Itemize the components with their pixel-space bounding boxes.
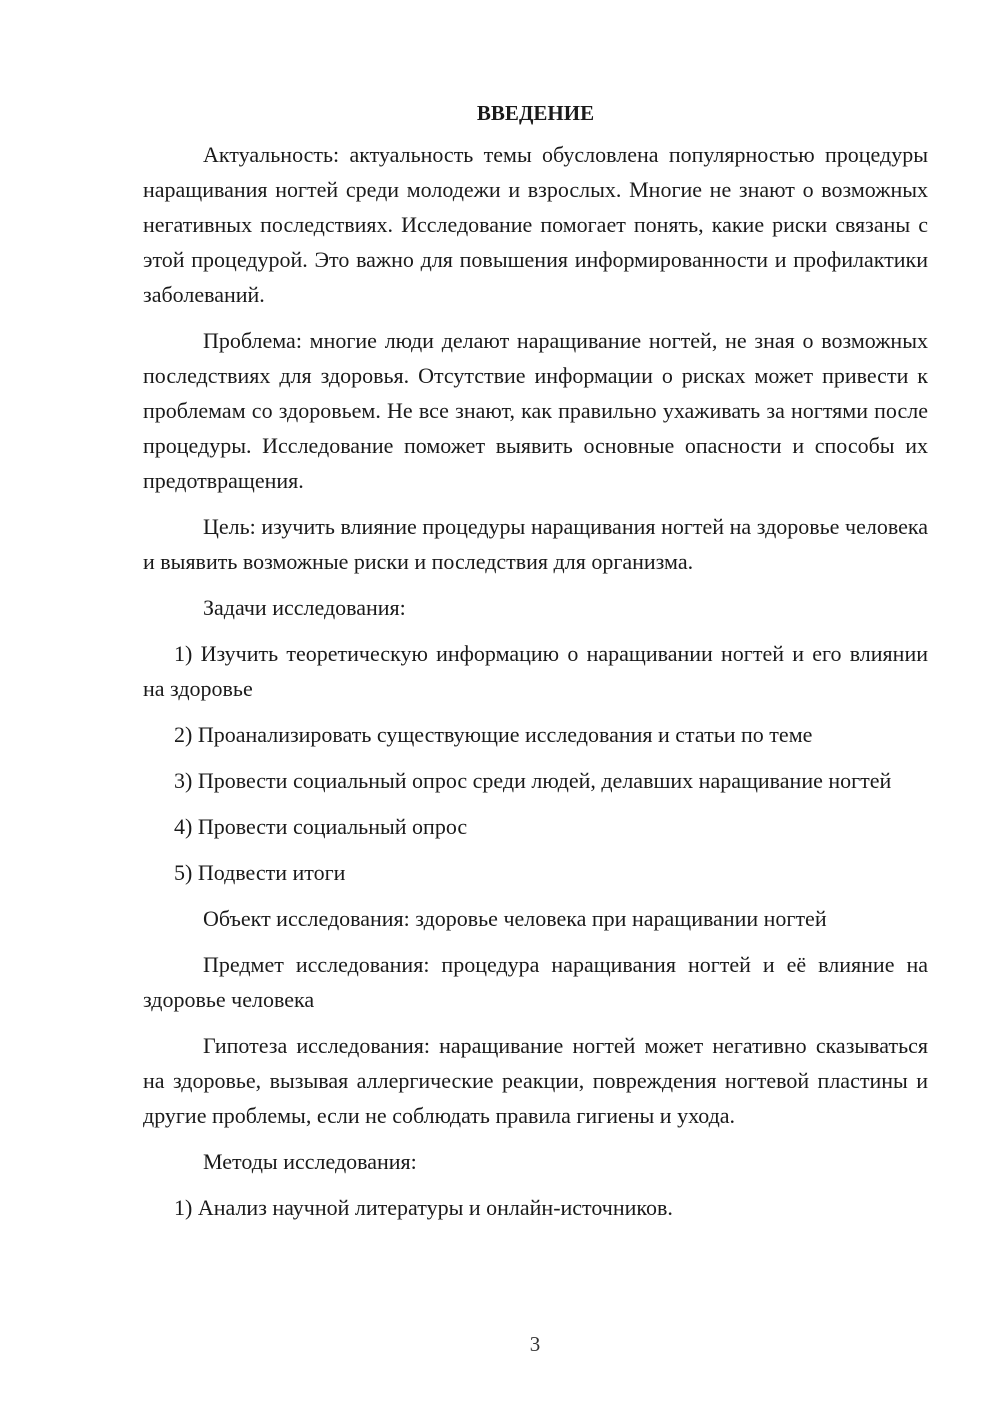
task-item: 1) Изучить теоретическую информацию о наращивании ногтей и его влиянии на здоровье (143, 641, 928, 701)
page-title: ВВЕДЕНИЕ (476, 101, 595, 125)
task-item: 3) Провести социальный опрос среди людей, делавших наращивание ногтей (174, 768, 892, 793)
method-item: 1) Анализ научной литературы и онлайн-источников. (174, 1195, 673, 1220)
task-item: 5) Подвести итоги (174, 860, 346, 885)
methods-heading: Методы исследования: (203, 1149, 417, 1174)
paragraph-goal: Цель: изучить влияние процедуры наращивания ногтей на здоровье человека и выявить возможные риски и последствия для организма. (143, 514, 928, 574)
paragraph-actuality: Актуальность: актуальность темы обусловлена популярностью процедуры наращивания ногтей среди молодежи и взрослых. Многие не знают о возможных негативных последствиях. Исследование помогает понять, какие риски связаны с этой процедурой. Это важно для повышения информированности и профилактики заболеваний. (143, 142, 928, 307)
paragraph-hypothesis: Гипотеза исследования: наращивание ногтей может негативно сказываться на здоровье, вызывая аллергические реакции, повреждения ногтевой пластины и другие проблемы, если не соблюдать правила гигиены и ухода. (143, 1033, 928, 1128)
page-content (143, 96, 928, 1225)
paragraph-subject: Предмет исследования: процедура наращивания ногтей и её влияние на здоровье человека (143, 952, 928, 1012)
tasks-heading: Задачи исследования: (203, 595, 406, 620)
page-number: 3 (529, 1332, 541, 1356)
task-item: 2) Проанализировать существующие исследования и статьи по теме (174, 722, 813, 747)
paragraph-object: Объект исследования: здоровье человека при наращивании ногтей (203, 906, 827, 931)
paragraph-problem: Проблема: многие люди делают наращивание ногтей, не зная о возможных последствиях для здоровья. Отсутствие информации о рисках может привести к проблемам со здоровьем. Не все знают, как правильно ухаживать за ногтями после процедуры. Исследование поможет выявить основные опасности и способы их предотвращения. (143, 328, 928, 493)
task-item: 4) Провести социальный опрос (174, 814, 468, 839)
